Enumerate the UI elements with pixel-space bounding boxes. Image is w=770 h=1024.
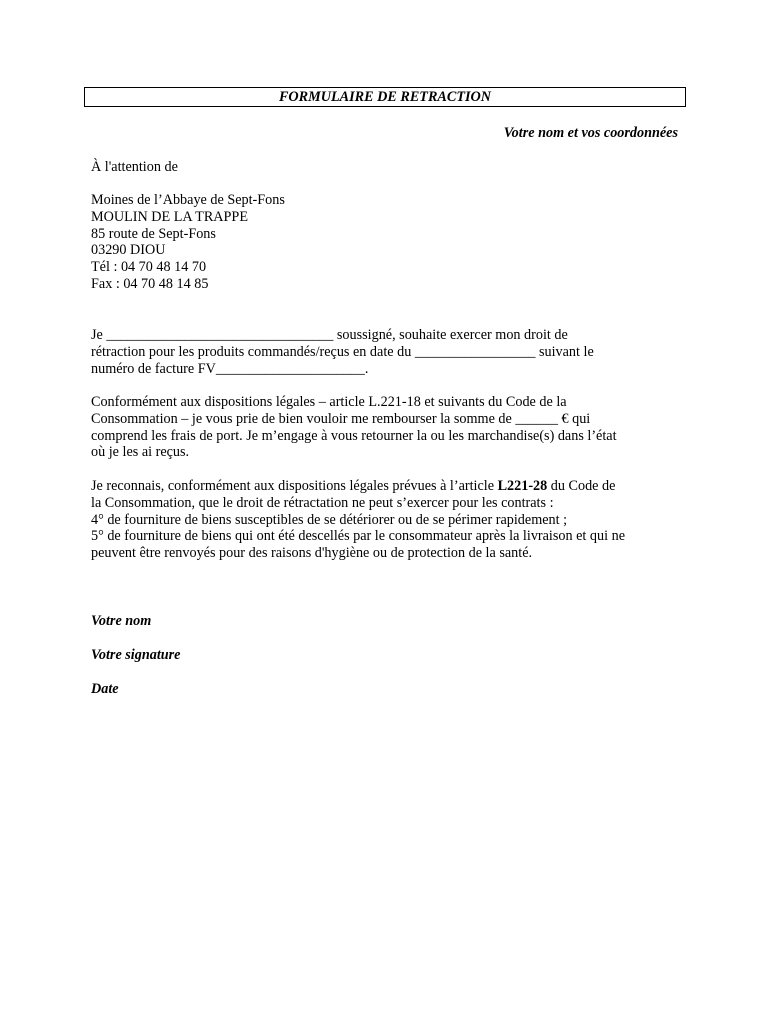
paragraph-line: comprend les frais de port. Je m’engage à vous retourner la ou les marchandise(s) dans l’état	[91, 427, 617, 444]
form-title: FORMULAIRE DE RETRACTION	[84, 87, 686, 107]
paragraph-line: Conformément aux dispositions légales – article L.221-18 et suivants du Code de la	[91, 394, 567, 410]
paragraph-line: rétraction pour les produits commandés/reçus en date du _________________ suivant le	[91, 343, 594, 360]
article-reference: L221-28	[497, 478, 548, 494]
signature-label: Votre signature	[91, 647, 181, 663]
address-line: 85 route de Sept-Fons	[91, 225, 216, 242]
attention-label: À l'attention de	[91, 159, 178, 175]
paragraph-line	[91, 478, 681, 495]
recipient-address	[91, 192, 681, 293]
name-label: Votre nom	[91, 613, 152, 629]
address-line: Fax : 04 70 48 14 85	[91, 275, 209, 292]
withdrawal-paragraph	[91, 327, 681, 377]
sender-info-label: Votre nom et vos coordonnées	[503, 125, 678, 141]
paragraph-text: Je reconnais, conformément aux dispositions légales prévues à l’article	[91, 478, 498, 494]
address-line: MOULIN DE LA TRAPPE	[91, 208, 248, 225]
paragraph-line: Je ________________________________ soussigné, souhaite exercer mon droit de	[91, 327, 568, 343]
paragraph-line: peuvent être renvoyés pour des raisons d'hygiène ou de protection de la santé.	[91, 545, 533, 562]
acknowledgement-paragraph	[91, 478, 681, 562]
paragraph-line: Consommation – je vous prie de bien vouloir me rembourser la somme de ______ € qui	[91, 410, 591, 427]
paragraph-line: 5° de fourniture de biens qui ont été descellés par le consommateur après la livraison et qui ne	[91, 528, 625, 545]
refund-paragraph	[91, 394, 681, 461]
address-line: Moines de l’Abbaye de Sept-Fons	[91, 192, 285, 208]
paragraph-text: du Code de	[547, 478, 616, 494]
paragraph-line: où je les ai reçus.	[91, 444, 190, 461]
paragraph-line: la Consommation, que le droit de rétractation ne peut s’exercer pour les contrats :	[91, 494, 554, 511]
paragraph-line: 4° de fourniture de biens susceptibles de se détériorer ou de se périmer rapidement ;	[91, 511, 568, 528]
address-line: Tél : 04 70 48 14 70	[91, 259, 207, 276]
paragraph-line: numéro de facture FV_____________________.	[91, 360, 369, 377]
date-label: Date	[91, 681, 119, 697]
address-line: 03290 DIOU	[91, 242, 166, 259]
